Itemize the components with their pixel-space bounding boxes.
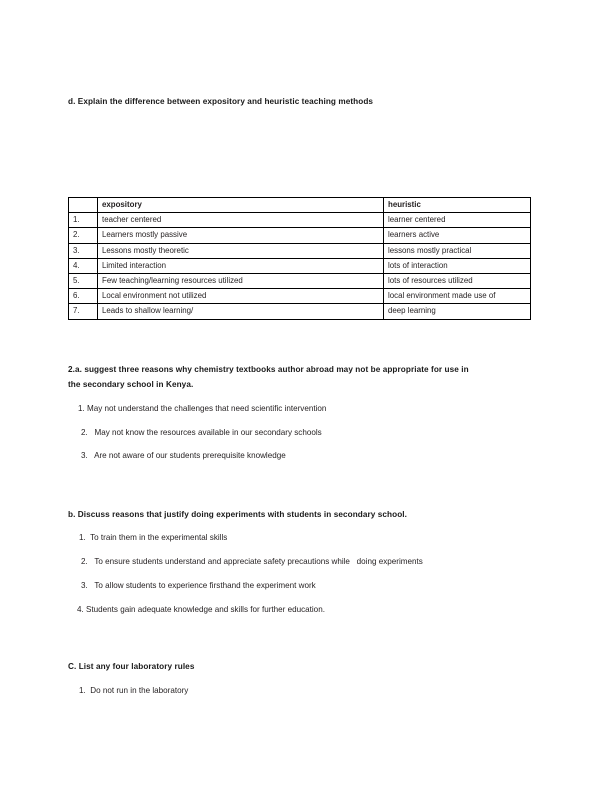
table-header-row [69,198,531,213]
table-row [69,213,531,228]
cell-heuristic: lots of resources utilized [384,273,531,288]
list-item-text: May not know the resources available in our secondary schools [87,427,322,437]
list-item [78,403,326,415]
table-row [69,289,531,304]
cell-expository: Learners mostly passive [98,228,384,243]
answers-list-2a [78,403,326,462]
cell-heuristic: local environment made use of [384,289,531,304]
section-2a-heading-line2: the secondary school in Kenya. [68,380,194,389]
list-item-number: 3. [81,451,88,460]
section-c-heading: C. List any four laboratory rules [68,662,195,671]
table-row [69,228,531,243]
cell-expository: Limited interaction [98,258,384,273]
list-item-text: Students gain adequate knowledge and skills for further education. [83,605,325,614]
row-number: 6. [69,289,98,304]
list-item-number: 3. [81,581,88,590]
cell-heuristic: learners active [384,228,531,243]
cell-expository: Lessons mostly theoretic [98,243,384,258]
cell-heuristic: lots of interaction [384,258,531,273]
list-item-text: To allow students to experience firsthand the experiment work [87,581,316,590]
list-item [81,556,423,568]
list-item-number: 2. [81,557,88,566]
answers-list-b [78,532,423,616]
list-item-number: 1. [78,404,85,413]
row-number: 4. [69,258,98,273]
cell-expository: Leads to shallow learning/ [98,304,384,319]
table-header-expository: expository [98,198,384,213]
list-item [79,685,188,697]
cell-expository: Local environment not utilized [98,289,384,304]
list-item-text: Do not run in the laboratory [85,686,189,695]
row-number: 2. [69,228,98,243]
section-2a-heading-line1: 2.a. suggest three reasons why chemistry textbooks author abroad may not be appropriate for use in [68,365,469,374]
section-b-heading: b. Discuss reasons that justify doing experiments with students in secondary school. [68,510,408,519]
cell-expository: Few teaching/learning resources utilized [98,273,384,288]
list-item [77,604,423,616]
table-row [69,258,531,273]
list-item-number: 1. [79,533,86,542]
list-item-text: To ensure students understand and appreciate safety precautions while doing experiments [87,557,423,566]
row-number: 3. [69,243,98,258]
list-item [81,427,326,439]
table-body [69,213,531,319]
list-item [81,580,423,592]
table-row [69,243,531,258]
section-d-heading: d. Explain the difference between expository and heuristic teaching methods [68,97,374,106]
list-item [81,450,326,462]
list-item-number: 1. [79,686,86,695]
cell-expository: teacher centered [98,213,384,228]
list-item-number: 4. [77,605,84,614]
list-item [79,532,423,544]
row-number: 5. [69,273,98,288]
cell-heuristic: learner centered [384,213,531,228]
table-header-number [69,198,98,213]
list-item-text: Are not aware of our students prerequisite knowledge [87,451,286,460]
table-row [69,304,531,319]
row-number: 7. [69,304,98,319]
row-number: 1. [69,213,98,228]
table-header-heuristic: heuristic [384,198,531,213]
table-row [69,273,531,288]
expository-heuristic-table [68,197,531,320]
cell-heuristic: lessons mostly practical [384,243,531,258]
list-item-number: 2. [81,427,88,437]
list-item-text: May not understand the challenges that need scientific intervention [84,404,327,413]
list-item-text: To train them in the experimental skills [85,533,228,542]
cell-heuristic: deep learning [384,304,531,319]
answers-list-c [78,685,188,697]
